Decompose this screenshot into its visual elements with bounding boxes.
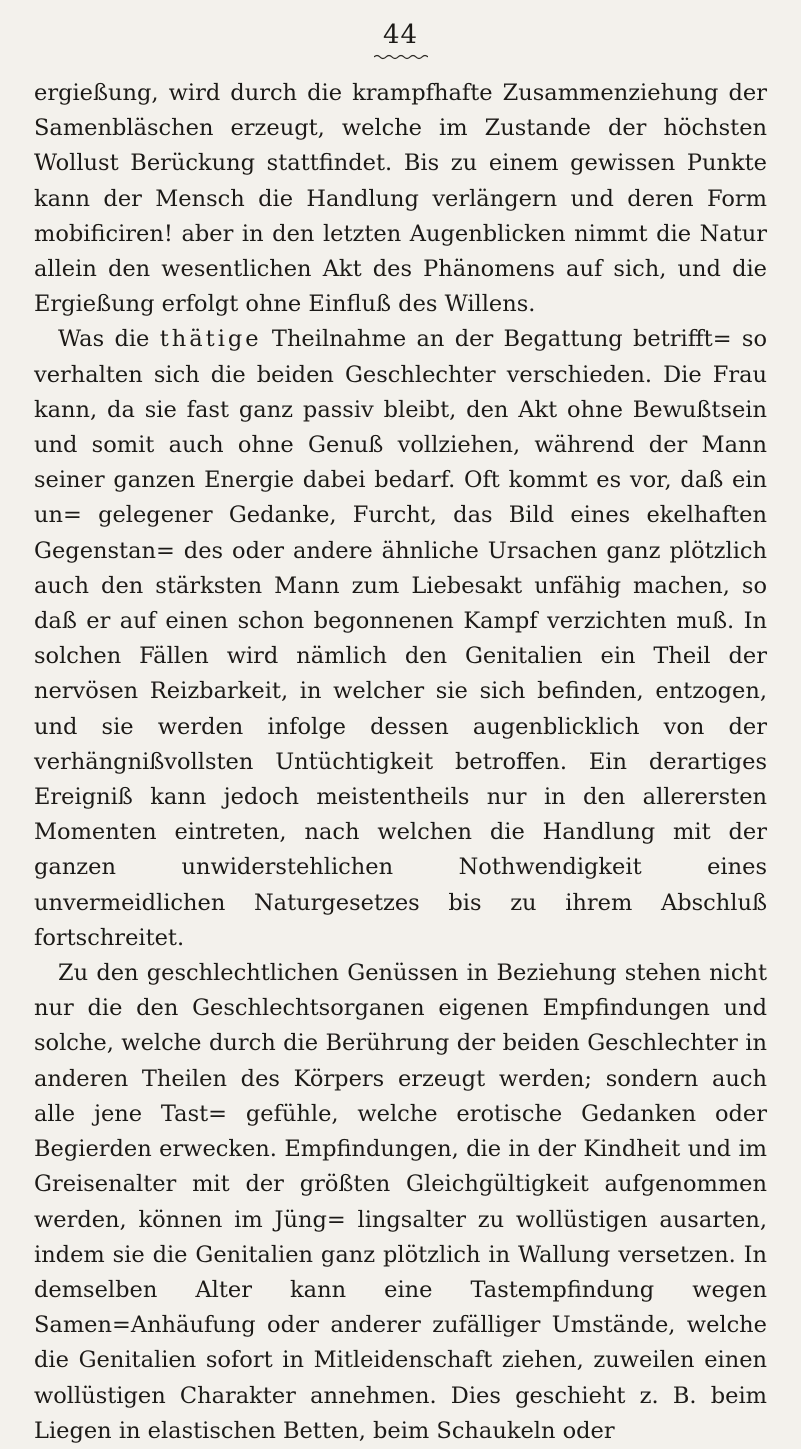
paragraph-text: ergießung, wird durch die krampfhafte Zusammenziehung der Samenbläschen erzeugt, welche im Zustande der höchsten Wollust Berückung stattfindet. Bis zu einem gewissen Punkte kann der Mensch die Handlung verlängern und deren Form mobificiren! aber in den letzten Augenblicken nimmt die Natur allein den wesentlichen Akt des Phänomens auf sich, und die Ergießung erfolgt ohne Einfluß des Willens. bbox=[34, 80, 767, 318]
paragraph bbox=[34, 322, 767, 956]
body-text bbox=[34, 76, 767, 1449]
emphasized-word: thätige bbox=[159, 326, 262, 353]
paragraph-text: Zu den geschlechtlichen Genüssen in Beziehung stehen nicht nur die den Geschlechtsorganen eigenen Empfindungen und solche, welche durch die Berührung der beiden Geschlechter in anderen Theilen des Körpers erzeugt werden; sondern auch alle jene Tast= gefühle, welche erotische Gedanken oder Begierden erwecken. Empfindungen, die in der Kindheit und im Greisenalter mit der größten Gleichgültigkeit aufgenommen werden, können im Jüng= lingsalter zu wollüstigen ausarten, indem sie die Genitalien ganz plötzlich in Wallung versetzen. In demselben Alter kann eine Tastempfindung wegen Samen=Anhäufung oder anderer zufälliger Umstände, welche die Genitalien sofort in Mitleidenschaft ziehen, zuweilen einen wollüstigen Charakter annehmen. Dies geschieht z. B. beim Liegen in elastischen Betten, beim Schaukeln oder bbox=[34, 960, 767, 1444]
paragraph-text: Was die bbox=[58, 326, 160, 353]
paragraph-text: Theilnahme an der Begattung betrifft= so verhalten sich die beiden Geschlechter verschieden. Die Frau kann, da sie fast ganz passiv bleibt, den Akt ohne Bewußtsein und somit auch ohne Genuß vollziehen, während der Mann seiner ganzen Energie dabei bedarf. Oft kommt es vor, daß ein un= gelegener Gedanke, Furcht, das Bild eines ekelhaften Gegenstan= des oder andere ähnliche Ursachen ganz plötzlich auch den stärksten Mann zum Liebesakt unfähig machen, so daß er auf einen schon begonnenen Kampf verzichten muß. In solchen Fällen wird nämlich den Genitalien ein Theil der nervösen Reizbarkeit, in welcher sie sich befinden, entzogen, und sie werden infolge dessen augenblicklich von der verhängnißvollsten Untüchtigkeit betroffen. Ein derartiges Ereigniß kann jedoch meistentheils nur in den allerersten Momenten eintreten, nach welchen die Handlung mit der ganzen unwiderstehlichen Nothwendigkeit eines unvermeidlichen Naturgesetzes bis zu ihrem Abschluß fortschreitet. bbox=[34, 326, 767, 951]
paragraph bbox=[34, 956, 767, 1449]
wavy-rule-ornament bbox=[374, 54, 428, 60]
book-page bbox=[34, 20, 767, 1444]
page-number: 44 bbox=[382, 20, 419, 50]
paragraph bbox=[34, 76, 767, 322]
